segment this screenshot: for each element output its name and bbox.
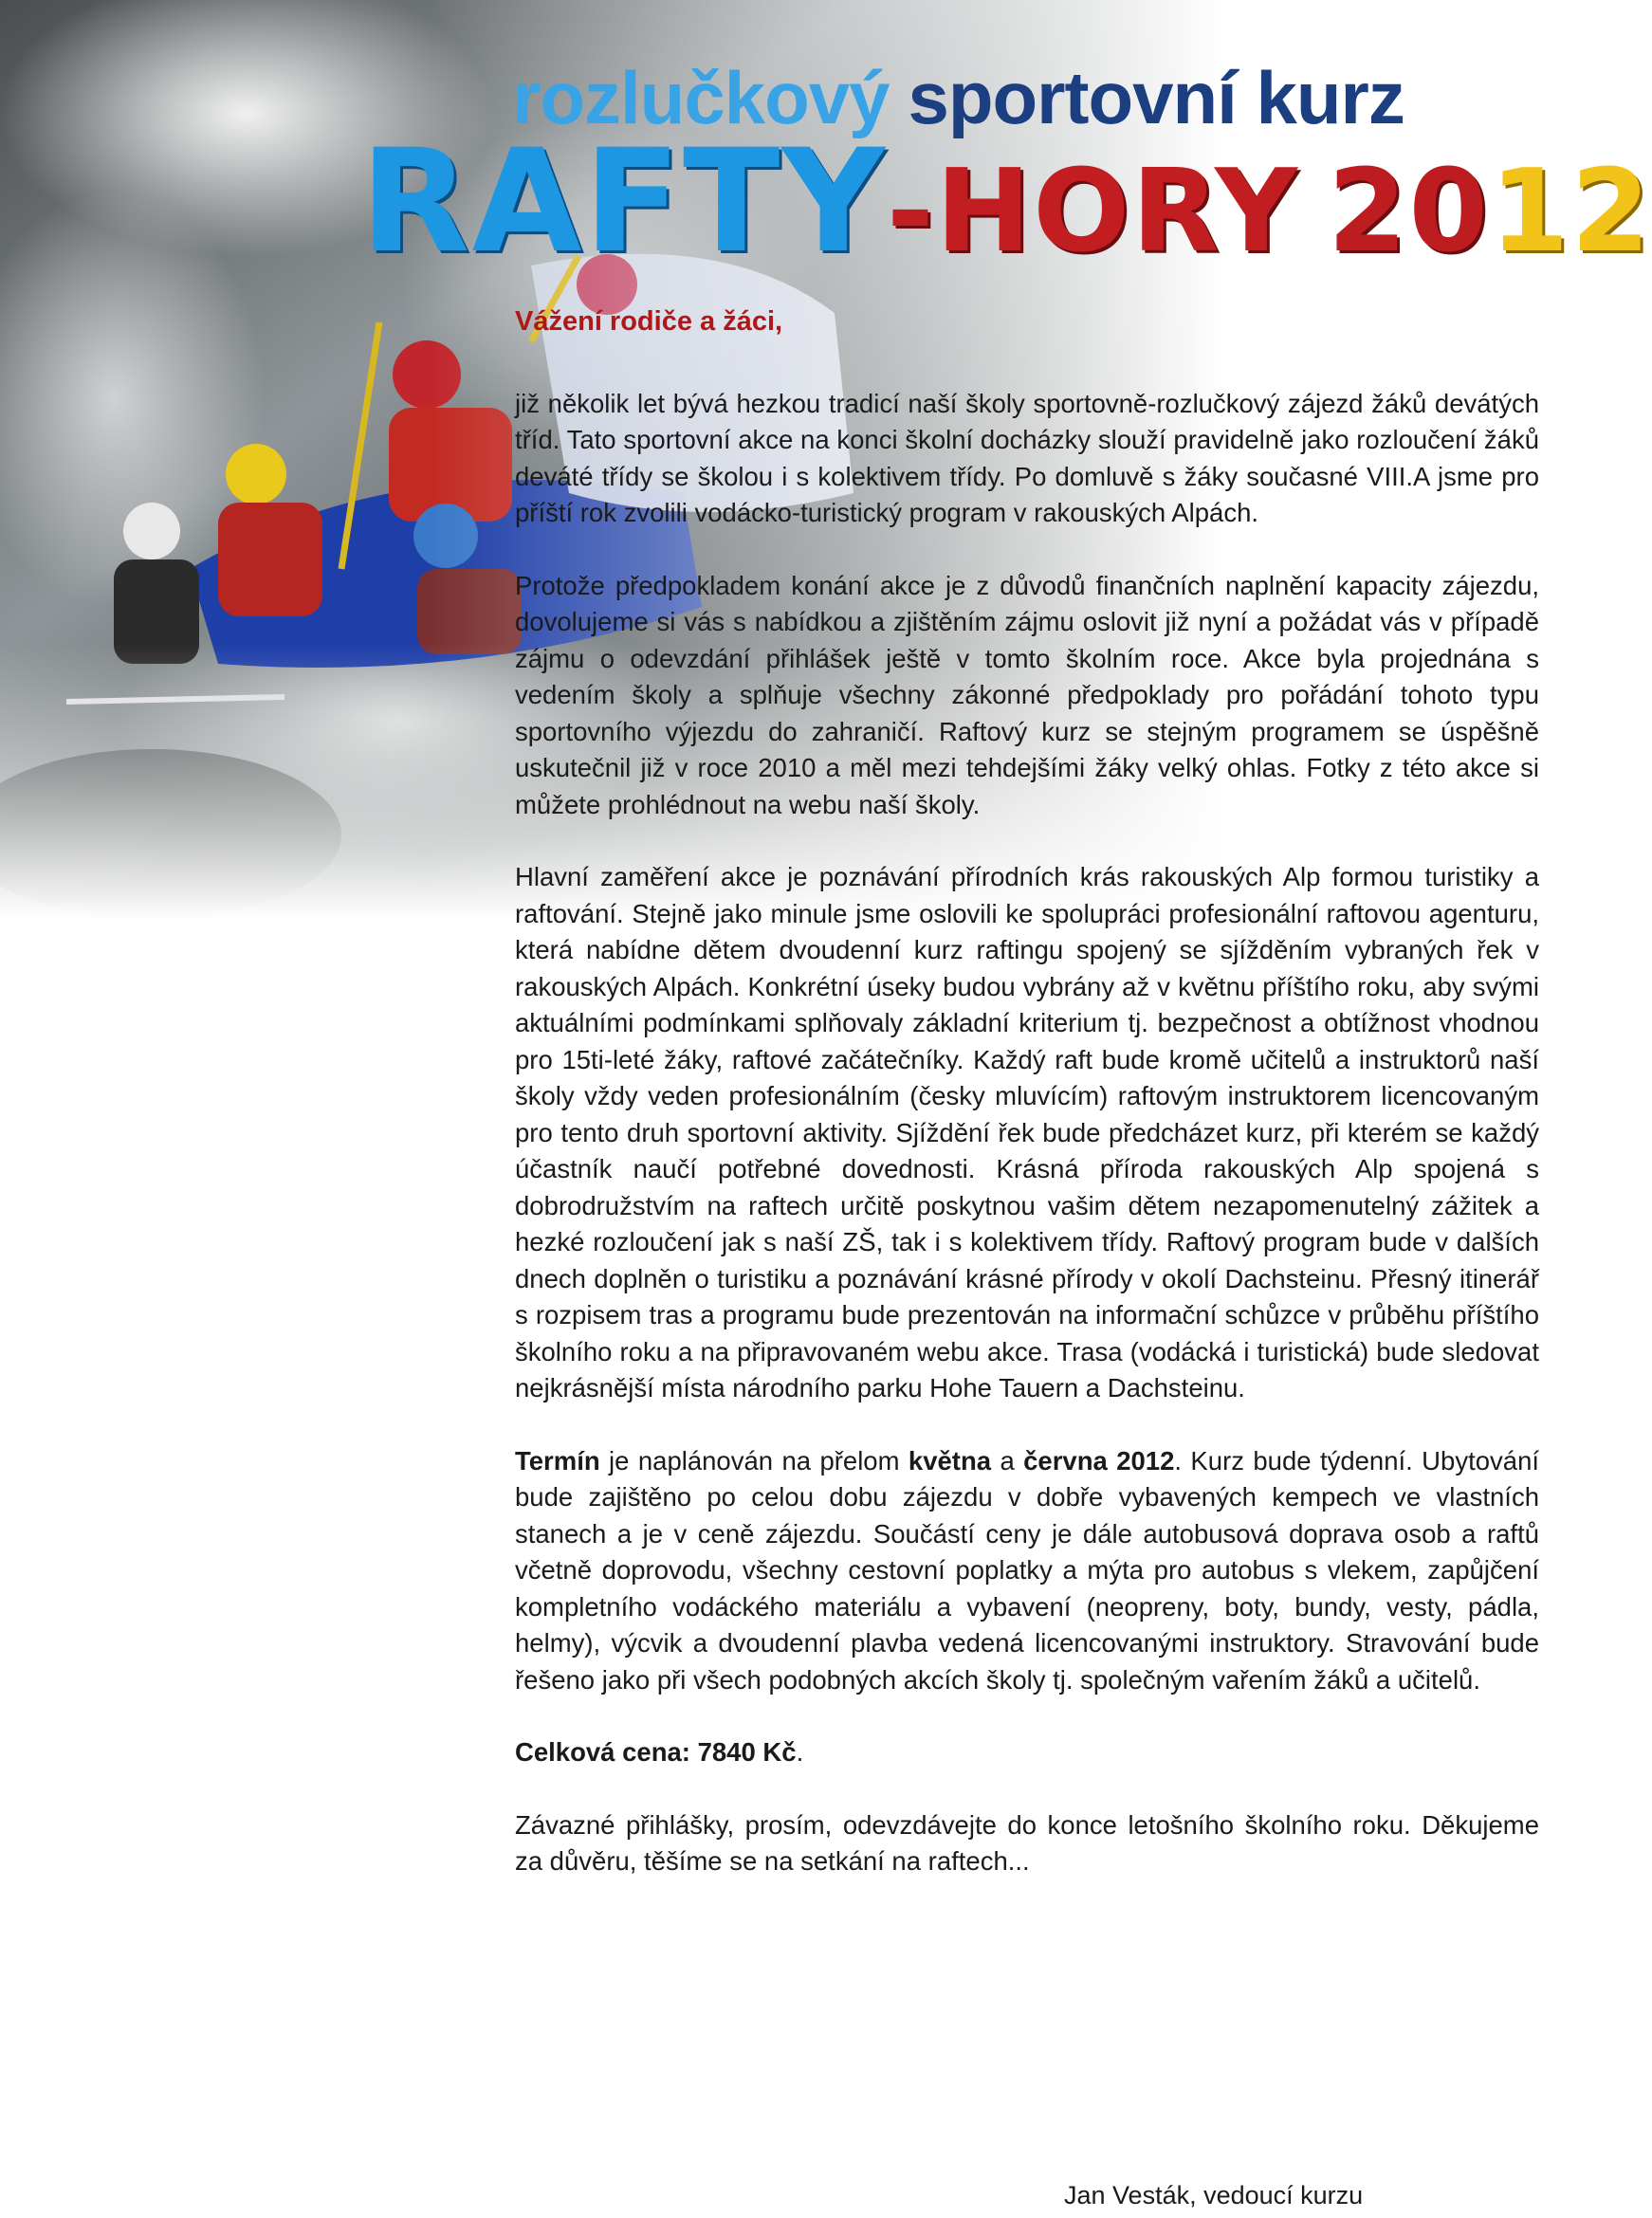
tagline-word-1: rozlučkový <box>512 56 890 139</box>
paragraph-price <box>515 1734 1539 1771</box>
title-rafty: RAFTY <box>360 119 887 284</box>
paragraph-capacity: Protože předpokladem konání akce je z důvodů finančních naplnění kapacity zájezdu, dovolujeme si vás s nabídkou a zjištěním zájmu oslovit již nyní a požádat vás v případě zájmu o odevzdání přihlášek ještě v tomto školním roce. Akce byla projednána s vedením školy a splňuje všechny zákonné předpoklady pro pořádání tohoto typu sportovního výjezdu do zahraničí. Raftový kurz se stejným programem se úspěšně uskutečnil již v roce 2010 a měl mezi tehdejšími žáky velký ohlas. Fotky z této akce si můžete prohlédnout na webu naší školy. <box>515 570 1539 819</box>
paragraph-term <box>515 1443 1539 1699</box>
tagline-word-2: sportovní kurz <box>908 56 1404 139</box>
signature: Jan Vesták, vedoucí kurzu <box>1064 2181 1364 2209</box>
term-month-june: června 2012 <box>1023 1445 1175 1476</box>
letter-body <box>515 303 1539 1916</box>
paragraph-program: Hlavní zaměření akce je poznávání přírodních krás rakouských Alp formou turistiky a raftování. Stejně jako minule jsme oslovili ke spolupráci profesionální raftovou agenturu, která nabídne dětem dvoudenní kurz raftingu spojený se sjížděním vybraných řek v rakouských Alpách. Konkrétní úseky budou vybrány až v květnu příštího roku, aby svými aktuálními podmínkami splňovaly základní kriterium tj. bezpečnost a obtížnost vhodnou pro 15ti-leté žáky, raftové začátečníky. Každý raft bude kromě učitelů a instruktorů naší školy vždy veden profesionálním (česky mluvícím) raftovým instruktorem licencovaným pro tento druh sportovní aktivity. Sjíždění řek bude předcházet kurz, při kterém se každý účastník naučí potřebné dovednosti. Krásná příroda rakouských Alp spojená s dobrodružstvím na raftech určitě poskytnou vašim dětem nezapomenutelný zážitek a hezké rozloučení jak s naší ZŠ, tak i s kolektivem třídy. Raftový program bude v dalších dnech doplněn o turistiku a poznávání krásné přírody v okolí Dachsteinu. Přesný itinerář s rozpisem tras a programu bude prezentován na informační schůzce v průběhu příštího školního roku a na připravovaném webu akce. Trasa (vodácká i turistická) bude sledovat nejkrásnější místa národního parku Hohe Tauern a Dachsteinu. <box>515 862 1539 1402</box>
page-title <box>360 119 1652 284</box>
term-text-3: . Kurz bude týdenní. Ubytování bude zajištěno po celou dobu zájezdu v dobře vybavených kempech ve vlastních stanech a je v ceně zájezdu. Součástí ceny je dále autobusová doprava osob a raftů včetně doprovodu, všechny cestovní poplatky a mýta pro autobus s vlekem, zapůjčení kompletního vodáckého materiálu a vybavení (neopreny, boty, bundy, vesty, pádla, helmy), výcvik a dvoudenní plavba vedená licencovanými instruktory. Stravování bude řešeno jako při všech podobných akcích školy tj. společným vařením žáků a učitelů. <box>515 1445 1539 1695</box>
term-text-2: a <box>991 1445 1024 1476</box>
price-label: Celková cena: 7840 Kč <box>515 1737 797 1767</box>
term-label: Termín <box>515 1445 600 1476</box>
paragraph-closing: Závazné přihlášky, prosím, odevzdávejte do konce letošního školního roku. Děkujeme za důvěru, těšíme se na setkání na raftech... <box>515 1809 1539 1876</box>
title-year-a: 20 <box>1327 146 1490 278</box>
term-month-may: května <box>908 1445 992 1476</box>
term-text-1: je naplánován na přelom <box>599 1445 909 1476</box>
price-end: . <box>796 1737 804 1767</box>
greeting: Vážení rodiče a žáci, <box>515 306 783 337</box>
title-year-b: 12 <box>1489 146 1652 278</box>
paragraph-intro: již několik let bývá hezkou tradicí naší školy sportovně-rozlučkový zájezd žáků devátých tříd. Tato sportovní akce na konci školní docházky slouží pravidelně jako rozloučení žáků deváté třídy se školou i s kolektivem třídy. Po domluvě s žáky současné VIII.A jsme pro příští rok zvolili vodácko-turistický program v rakouských Alpách. <box>515 388 1539 527</box>
title-hory: -HORY <box>887 146 1299 278</box>
